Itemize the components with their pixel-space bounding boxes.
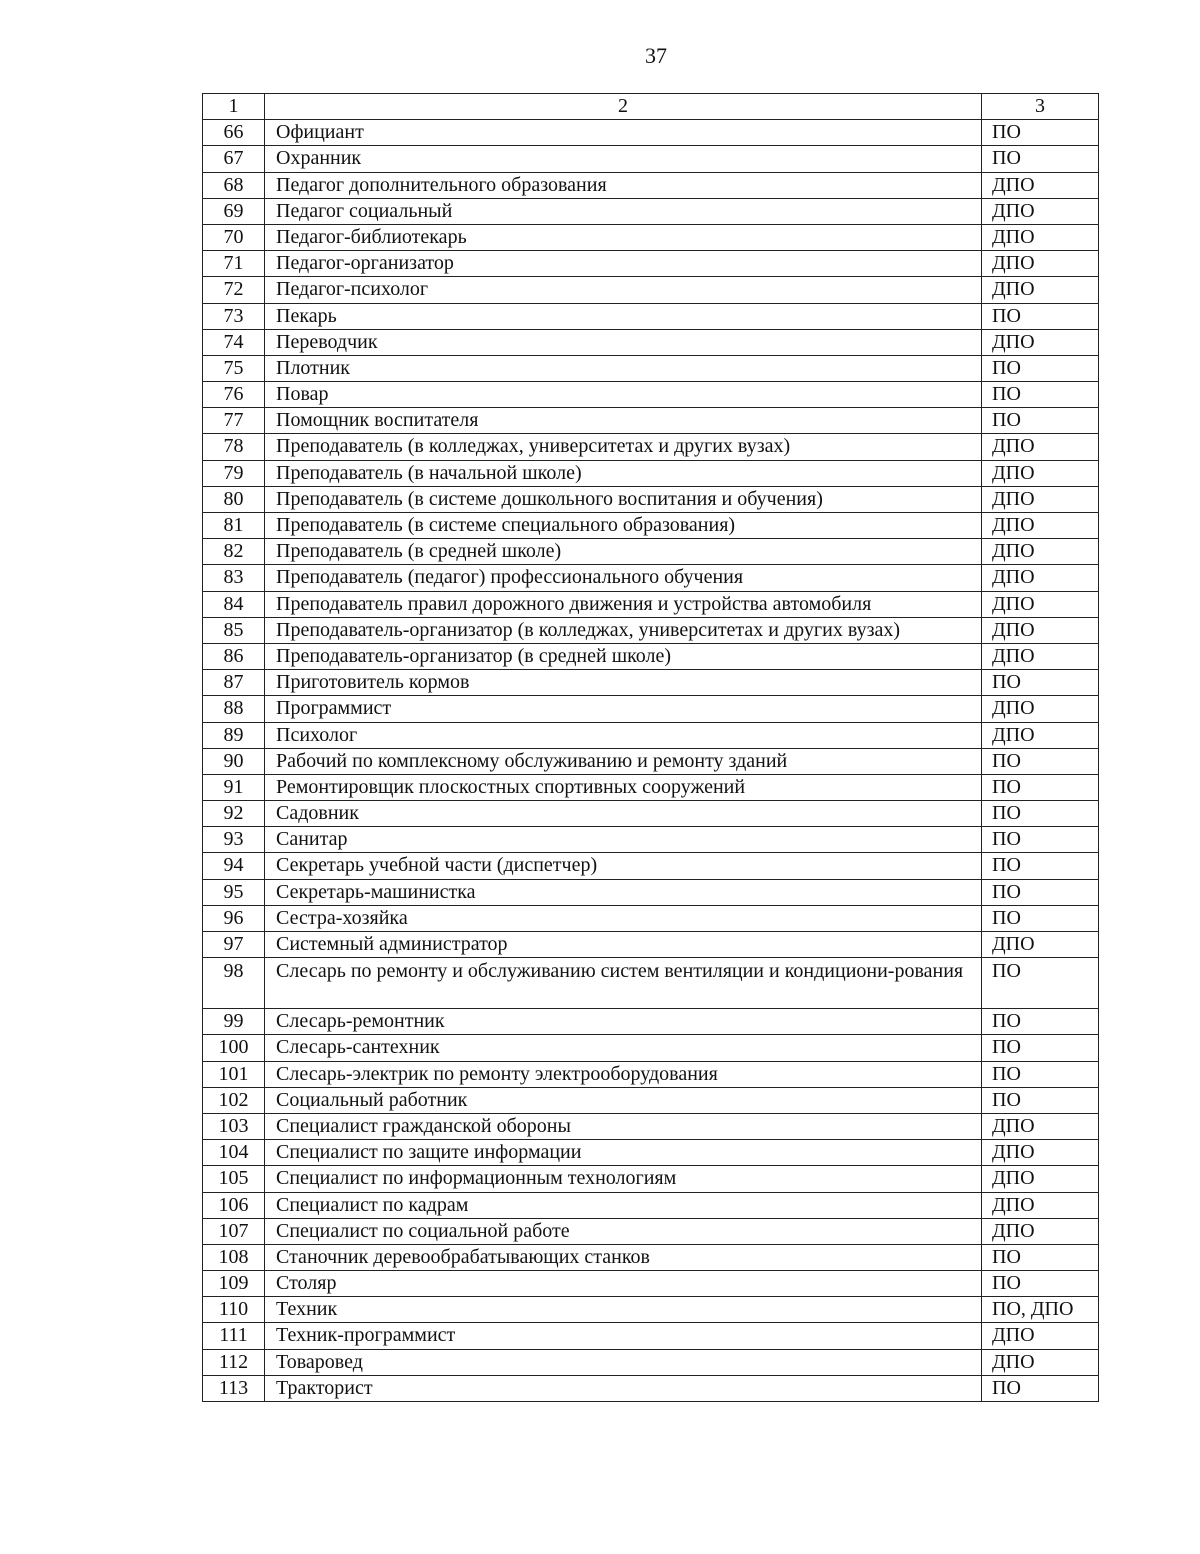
profession-name-cell: Преподаватель (в системе дошкольного воспитания и обучения)	[265, 486, 982, 512]
education-type-cell: ПО	[982, 748, 1099, 774]
row-number-cell: 75	[203, 355, 265, 381]
row-number-cell: 85	[203, 617, 265, 643]
professions-table	[202, 93, 1099, 1402]
profession-name-cell: Специалист по социальной работе	[265, 1218, 982, 1244]
table-row	[203, 198, 1099, 224]
table-row	[203, 617, 1099, 643]
row-number-cell: 112	[203, 1349, 265, 1375]
profession-name-cell: Программист	[265, 696, 982, 722]
table-row	[203, 932, 1099, 958]
education-type-cell: ПО	[982, 853, 1099, 879]
profession-name-cell: Приготовитель кормов	[265, 670, 982, 696]
table-row	[203, 670, 1099, 696]
profession-name-cell: Официант	[265, 120, 982, 146]
row-number-cell: 73	[203, 303, 265, 329]
education-type-cell: ПО	[982, 382, 1099, 408]
education-type-cell: ДПО	[982, 1218, 1099, 1244]
profession-name-cell: Специалист по кадрам	[265, 1192, 982, 1218]
education-type-cell: ПО	[982, 879, 1099, 905]
profession-name-cell: Преподаватель (педагог) профессионального обучения	[265, 565, 982, 591]
profession-name-cell: Преподаватель (в начальной школе)	[265, 460, 982, 486]
row-number-cell: 68	[203, 172, 265, 198]
table-row	[203, 565, 1099, 591]
education-type-cell: ПО	[982, 958, 1099, 1009]
row-number-cell: 77	[203, 408, 265, 434]
table-row	[203, 696, 1099, 722]
row-number-cell: 111	[203, 1323, 265, 1349]
profession-name-cell: Столяр	[265, 1271, 982, 1297]
education-type-cell: ДПО	[982, 434, 1099, 460]
profession-name-cell: Секретарь-машинистка	[265, 879, 982, 905]
education-type-cell: ПО, ДПО	[982, 1297, 1099, 1323]
profession-name-cell: Педагог-психолог	[265, 277, 982, 303]
row-number-cell: 92	[203, 801, 265, 827]
table-row	[203, 513, 1099, 539]
education-type-cell: ДПО	[982, 591, 1099, 617]
education-type-cell: ПО	[982, 1375, 1099, 1401]
education-type-cell: ДПО	[982, 251, 1099, 277]
education-type-cell: ДПО	[982, 513, 1099, 539]
row-number-cell: 76	[203, 382, 265, 408]
table-row	[203, 1375, 1099, 1401]
profession-name-cell: Секретарь учебной части (диспетчер)	[265, 853, 982, 879]
education-type-cell: ПО	[982, 1061, 1099, 1087]
table-row	[203, 1297, 1099, 1323]
row-number-cell: 74	[203, 329, 265, 355]
profession-name-cell: Слесарь-сантехник	[265, 1035, 982, 1061]
table-row	[203, 539, 1099, 565]
page-number: 37	[645, 43, 667, 68]
education-type-cell: ПО	[982, 1244, 1099, 1270]
profession-name-cell: Преподаватель правил дорожного движения и устройства автомобиля	[265, 591, 982, 617]
row-number-cell: 107	[203, 1218, 265, 1244]
profession-name-cell: Ремонтировщик плоскостных спортивных сооружений	[265, 774, 982, 800]
education-type-cell: ПО	[982, 905, 1099, 931]
row-number-cell: 87	[203, 670, 265, 696]
table-row	[203, 1244, 1099, 1270]
row-number-cell: 102	[203, 1087, 265, 1113]
row-number-cell: 96	[203, 905, 265, 931]
profession-name-cell: Педагог социальный	[265, 198, 982, 224]
profession-name-cell: Специалист по информационным технологиям	[265, 1166, 982, 1192]
profession-name-cell: Помощник воспитателя	[265, 408, 982, 434]
table-row	[203, 958, 1099, 1009]
education-type-cell: ПО	[982, 408, 1099, 434]
row-number-cell: 109	[203, 1271, 265, 1297]
table-row	[203, 329, 1099, 355]
education-type-cell: ДПО	[982, 1166, 1099, 1192]
table-row	[203, 748, 1099, 774]
row-number-cell: 67	[203, 146, 265, 172]
profession-name-cell: Специалист гражданской обороны	[265, 1113, 982, 1139]
table-row	[203, 1087, 1099, 1113]
row-number-cell: 101	[203, 1061, 265, 1087]
education-type-cell: ДПО	[982, 565, 1099, 591]
table-body	[203, 94, 1099, 1402]
education-type-cell: ПО	[982, 146, 1099, 172]
profession-name-cell: Педагог-организатор	[265, 251, 982, 277]
profession-name-cell: Специалист по защите информации	[265, 1140, 982, 1166]
profession-name-cell: Сестра-хозяйка	[265, 905, 982, 931]
table-header-row	[203, 94, 1099, 120]
education-type-cell: ДПО	[982, 696, 1099, 722]
table-row	[203, 1061, 1099, 1087]
profession-name-cell: Педагог-библиотекарь	[265, 224, 982, 250]
table-row	[203, 1271, 1099, 1297]
profession-name-cell: Товаровед	[265, 1349, 982, 1375]
education-type-cell: ПО	[982, 801, 1099, 827]
table-row	[203, 1140, 1099, 1166]
row-number-cell: 99	[203, 1009, 265, 1035]
row-number-cell: 88	[203, 696, 265, 722]
profession-name-cell: Пекарь	[265, 303, 982, 329]
education-type-cell: ДПО	[982, 1323, 1099, 1349]
header-cell-col2: 2	[265, 94, 982, 120]
profession-name-cell: Преподаватель (в средней школе)	[265, 539, 982, 565]
education-type-cell: ПО	[982, 670, 1099, 696]
row-number-cell: 103	[203, 1113, 265, 1139]
profession-name-cell: Техник	[265, 1297, 982, 1323]
row-number-cell: 97	[203, 932, 265, 958]
table-row	[203, 277, 1099, 303]
table-row	[203, 460, 1099, 486]
profession-name-cell: Психолог	[265, 722, 982, 748]
education-type-cell: ПО	[982, 355, 1099, 381]
table-row	[203, 1166, 1099, 1192]
education-type-cell: ПО	[982, 827, 1099, 853]
profession-name-cell: Рабочий по комплексному обслуживанию и ремонту зданий	[265, 748, 982, 774]
profession-name-cell: Слесарь по ремонту и обслуживанию систем вентиляции и кондициони-рования	[265, 958, 982, 1009]
table-row	[203, 879, 1099, 905]
row-number-cell: 66	[203, 120, 265, 146]
education-type-cell: ПО	[982, 1009, 1099, 1035]
profession-name-cell: Садовник	[265, 801, 982, 827]
row-number-cell: 100	[203, 1035, 265, 1061]
education-type-cell: ДПО	[982, 643, 1099, 669]
table-row	[203, 722, 1099, 748]
row-number-cell: 69	[203, 198, 265, 224]
profession-name-cell: Социальный работник	[265, 1087, 982, 1113]
table-row	[203, 801, 1099, 827]
education-type-cell: ДПО	[982, 1140, 1099, 1166]
row-number-cell: 90	[203, 748, 265, 774]
table-row	[203, 1009, 1099, 1035]
profession-name-cell: Техник-программист	[265, 1323, 982, 1349]
profession-name-cell: Санитар	[265, 827, 982, 853]
education-type-cell: ДПО	[982, 1349, 1099, 1375]
table-row	[203, 408, 1099, 434]
row-number-cell: 78	[203, 434, 265, 460]
table-row	[203, 303, 1099, 329]
table-row	[203, 1323, 1099, 1349]
row-number-cell: 104	[203, 1140, 265, 1166]
table-row	[203, 1035, 1099, 1061]
profession-name-cell: Системный администратор	[265, 932, 982, 958]
education-type-cell: ПО	[982, 1271, 1099, 1297]
education-type-cell: ПО	[982, 1035, 1099, 1061]
table-row	[203, 172, 1099, 198]
table-row	[203, 251, 1099, 277]
table-row	[203, 382, 1099, 408]
row-number-cell: 89	[203, 722, 265, 748]
row-number-cell: 86	[203, 643, 265, 669]
table-row	[203, 905, 1099, 931]
table-row	[203, 643, 1099, 669]
table-row	[203, 1113, 1099, 1139]
row-number-cell: 108	[203, 1244, 265, 1270]
education-type-cell: ДПО	[982, 617, 1099, 643]
education-type-cell: ДПО	[982, 1113, 1099, 1139]
profession-name-cell: Слесарь-электрик по ремонту электрооборудования	[265, 1061, 982, 1087]
profession-name-cell: Повар	[265, 382, 982, 408]
table-row	[203, 774, 1099, 800]
profession-name-cell: Тракторист	[265, 1375, 982, 1401]
education-type-cell: ДПО	[982, 172, 1099, 198]
row-number-cell: 110	[203, 1297, 265, 1323]
education-type-cell: ДПО	[982, 224, 1099, 250]
row-number-cell: 80	[203, 486, 265, 512]
education-type-cell: ДПО	[982, 932, 1099, 958]
education-type-cell: ДПО	[982, 460, 1099, 486]
row-number-cell: 91	[203, 774, 265, 800]
header-cell-col3: 3	[982, 94, 1099, 120]
profession-name-cell: Плотник	[265, 355, 982, 381]
table-row	[203, 591, 1099, 617]
education-type-cell: ДПО	[982, 198, 1099, 224]
table-row	[203, 1192, 1099, 1218]
row-number-cell: 70	[203, 224, 265, 250]
profession-name-cell: Станочник деревообрабатывающих станков	[265, 1244, 982, 1270]
row-number-cell: 94	[203, 853, 265, 879]
education-type-cell: ДПО	[982, 329, 1099, 355]
row-number-cell: 98	[203, 958, 265, 1009]
row-number-cell: 82	[203, 539, 265, 565]
row-number-cell: 113	[203, 1375, 265, 1401]
table-row	[203, 224, 1099, 250]
header-cell-col1: 1	[203, 94, 265, 120]
profession-name-cell: Преподаватель-организатор (в колледжах, университетах и других вузах)	[265, 617, 982, 643]
profession-name-cell: Слесарь-ремонтник	[265, 1009, 982, 1035]
row-number-cell: 84	[203, 591, 265, 617]
profession-name-cell: Преподаватель (в системе специального образования)	[265, 513, 982, 539]
table-row	[203, 120, 1099, 146]
profession-name-cell: Преподаватель-организатор (в средней школе)	[265, 643, 982, 669]
education-type-cell: ПО	[982, 120, 1099, 146]
education-type-cell: ПО	[982, 1087, 1099, 1113]
education-type-cell: ДПО	[982, 277, 1099, 303]
education-type-cell: ДПО	[982, 486, 1099, 512]
education-type-cell: ДПО	[982, 722, 1099, 748]
table-row	[203, 1349, 1099, 1375]
row-number-cell: 93	[203, 827, 265, 853]
row-number-cell: 105	[203, 1166, 265, 1192]
education-type-cell: ДПО	[982, 539, 1099, 565]
education-type-cell: ДПО	[982, 1192, 1099, 1218]
row-number-cell: 72	[203, 277, 265, 303]
profession-name-cell: Преподаватель (в колледжах, университетах и других вузах)	[265, 434, 982, 460]
table-row	[203, 434, 1099, 460]
profession-name-cell: Переводчик	[265, 329, 982, 355]
row-number-cell: 83	[203, 565, 265, 591]
profession-name-cell: Педагог дополнительного образования	[265, 172, 982, 198]
table-row	[203, 355, 1099, 381]
table-row	[203, 486, 1099, 512]
education-type-cell: ПО	[982, 774, 1099, 800]
profession-name-cell: Охранник	[265, 146, 982, 172]
table-row	[203, 827, 1099, 853]
table-row	[203, 853, 1099, 879]
row-number-cell: 81	[203, 513, 265, 539]
row-number-cell: 106	[203, 1192, 265, 1218]
row-number-cell: 95	[203, 879, 265, 905]
table-row	[203, 146, 1099, 172]
table-row	[203, 1218, 1099, 1244]
row-number-cell: 71	[203, 251, 265, 277]
row-number-cell: 79	[203, 460, 265, 486]
education-type-cell: ПО	[982, 303, 1099, 329]
